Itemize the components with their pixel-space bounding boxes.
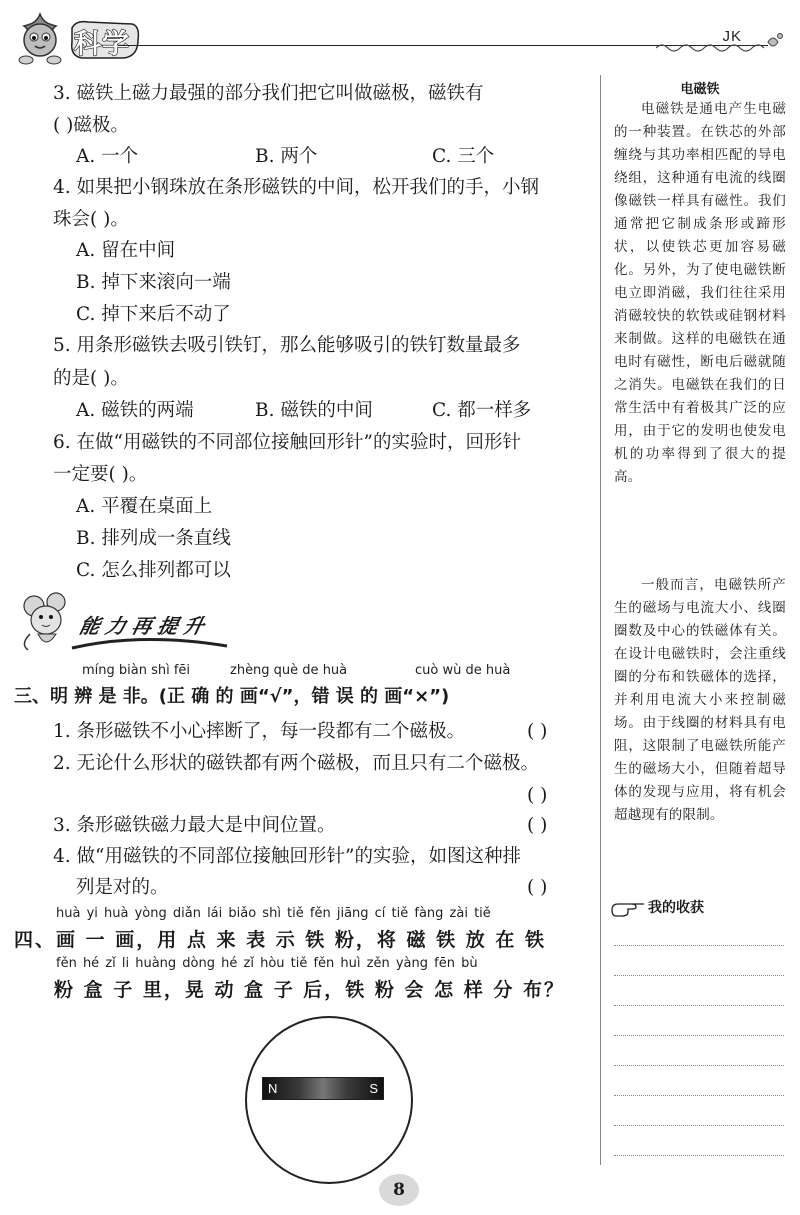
sidebar-divider	[600, 75, 601, 1165]
magnet-south-pole: S	[323, 1078, 383, 1099]
section3-title: 三、明 辨 是 非。(正 确 的 画“√”，错 误 的 画“×”)	[14, 686, 450, 707]
question-5-line1: 5. 用条形磁铁去吸引铁钉，那么能够吸引的铁钉数量最多	[53, 335, 521, 356]
section3-answer-4[interactable]: ( )	[527, 877, 548, 898]
question-6-option-a[interactable]: A. 平覆在桌面上	[76, 496, 213, 517]
question-4-line2: 珠会( )。	[53, 209, 129, 230]
section3-item-1: 1. 条形磁铁不小心摔断了，每一段都有二个磁极。	[53, 721, 466, 742]
question-3-option-b[interactable]: B. 两个	[255, 146, 318, 167]
harvest-line-8[interactable]	[614, 1155, 784, 1156]
question-6-option-c[interactable]: C. 怎么排列都可以	[76, 560, 231, 581]
harvest-line-6[interactable]	[614, 1095, 784, 1096]
harvest-line-7[interactable]	[614, 1125, 784, 1126]
question-3-line2: ( )磁极。	[53, 115, 129, 136]
my-harvest-heading	[610, 896, 704, 918]
question-4-option-c[interactable]: C. 掉下来后不动了	[76, 304, 231, 325]
question-5-option-a[interactable]: A. 磁铁的两端	[76, 400, 194, 421]
question-4-option-a[interactable]: A. 留在中间	[76, 240, 176, 261]
sidebar-paragraph-1: 电磁铁是通电产生电磁的一种装置。在铁芯的外部缠绕与其功率相匹配的导电绕组，这种通有电流的线圈像磁铁一样具有磁性。我们通常把它制成条形或蹄形状，以使铁芯更加容易磁化。另外，为了使电磁铁断电立即消磁，我们往往采用消磁较快的软铁或硅钢材料来制做。这样的电磁铁在通电时有磁性，断电后磁就随之消失。电磁铁在我们的日常生活中有着极其广泛的应用，由于它的发明也使发电机的功率得到了很大的提高。	[614, 101, 786, 485]
section4-pinyin-1: huà yi huà yòng diǎn lái biǎo shì tiě fěn jiāng cí tiě fàng zài tiě	[56, 906, 491, 921]
question-6-line1: 6. 在做“用磁铁的不同部位接触回形针”的实验时，回形针	[53, 432, 521, 453]
banner-label: 能力再提升	[77, 614, 213, 638]
section3-answer-2[interactable]: ( )	[527, 785, 548, 806]
section4-title-line1: 四、画 一 画，用 点 来 表 示 铁 粉，将 磁 铁 放 在 铁	[14, 929, 546, 951]
section3-pinyin-3: cuò wù de huà	[415, 663, 511, 678]
question-5-line2: 的是( )。	[53, 368, 129, 389]
question-3-line1: 3. 磁铁上磁力最强的部分我们把它叫做磁极，磁铁有	[53, 83, 484, 104]
harvest-line-5[interactable]	[614, 1065, 784, 1066]
pointing-hand-icon	[610, 896, 646, 918]
section3-item-3: 3. 条形磁铁磁力最大是中间位置。	[53, 815, 336, 836]
drawing-area-circle[interactable]	[245, 1016, 413, 1184]
sidebar-title: 电磁铁	[680, 82, 720, 97]
page-number: 8	[379, 1174, 419, 1206]
bar-magnet	[262, 1077, 384, 1100]
section3-pinyin-2: zhèng què de huà	[230, 663, 348, 678]
question-5-option-b[interactable]: B. 磁铁的中间	[255, 400, 373, 421]
section3-item-4: 4. 做“用磁铁的不同部位接触回形针”的实验，如图这种排	[53, 846, 521, 867]
magnet-north-pole: N	[263, 1078, 323, 1099]
harvest-line-3[interactable]	[614, 1005, 784, 1006]
section4-pinyin-2: fěn hé zǐ li huàng dòng hé zǐ hòu tiě fěn huì zěn yàng fēn bù	[56, 956, 478, 971]
section3-item-4-cont: 列是对的。	[76, 877, 169, 898]
subject-title: 科学	[74, 29, 130, 60]
question-6-option-b[interactable]: B. 排列成一条直线	[76, 528, 231, 549]
section3-item-2: 2. 无论什么形状的磁铁都有两个磁极，而且只有二个磁极。	[53, 753, 540, 774]
question-5-option-c[interactable]: C. 都一样多	[432, 400, 532, 421]
harvest-label: 我的收获	[648, 900, 704, 916]
question-4-line1: 4. 如果把小钢珠放在条形磁铁的中间，松开我们的手，小钢	[53, 177, 540, 198]
section4-title-line2: 粉 盒 子 里，晃 动 盒 子 后，铁 粉 会 怎 样 分 布？	[54, 979, 565, 1001]
harvest-line-2[interactable]	[614, 975, 784, 976]
question-3-option-c[interactable]: C. 三个	[432, 146, 495, 167]
harvest-line-4[interactable]	[614, 1035, 784, 1036]
harvest-line-1[interactable]	[614, 945, 784, 946]
question-3-option-a[interactable]: A. 一个	[76, 146, 139, 167]
wave-decoration-icon	[656, 30, 786, 60]
question-4-option-b[interactable]: B. 掉下来滚向一端	[76, 272, 231, 293]
sidebar-paragraph-2: 一般而言，电磁铁所产生的磁场与电流大小、线圈圈数及中心的铁磁体有关。在设计电磁铁时，会注重线圈的分布和铁磁体的选择，并利用电流大小来控制磁场。由于线圈的材料具有电阻，这限制了电磁铁所能产生的磁场大小，但随着超导体的发现与应用，将有机会超越现有的限制。	[614, 577, 786, 823]
section3-pinyin-1: míng biàn shì fēi	[82, 663, 191, 678]
edition-label: JK	[722, 28, 742, 45]
question-6-line2: 一定要( )。	[53, 464, 148, 485]
section3-answer-3[interactable]: ( )	[527, 815, 548, 836]
section3-answer-1[interactable]: ( )	[527, 721, 548, 742]
